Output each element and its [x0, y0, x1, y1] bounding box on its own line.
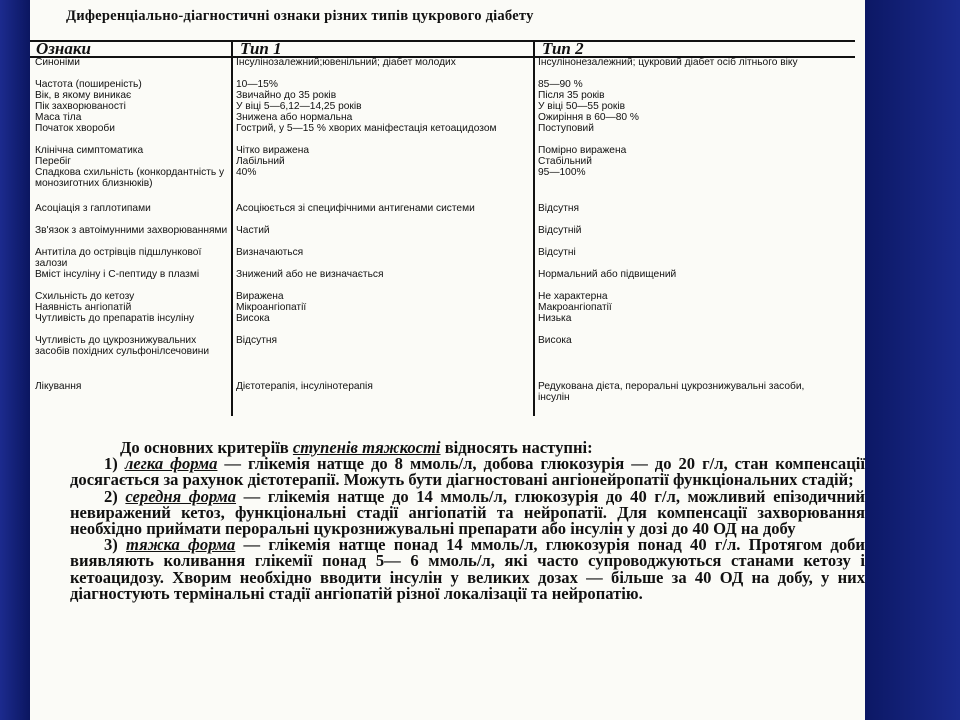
- type-2-cell: Нормальний або підвищений: [538, 269, 677, 280]
- type-1-cell: Мікроангіопатії: [236, 302, 307, 313]
- sign-cell: Наявність ангіопатій: [35, 302, 132, 313]
- type-2-cell: Не характерна: [538, 291, 608, 302]
- header-type-1: Тип 1: [240, 39, 282, 58]
- sign-cell: Частота (поширеність): [35, 79, 142, 90]
- sign-cell: Антитіла до острівців підшлункової залози: [35, 247, 202, 269]
- type-1-cell: 40%: [236, 167, 257, 178]
- type-1-cell: Виражена: [236, 291, 284, 302]
- type-2-cell: Після 35 років: [538, 90, 605, 101]
- sign-cell: Пік захворюваності: [35, 101, 126, 112]
- type-2-cell: Висока: [538, 335, 572, 346]
- criteria-item-moderate: 2) середня форма — глікемія натще до 14 ммоль/л, глюкозурія до 40 г/л, можливий епізодичний невиражений кетоз, функціональні стадії ангіопатій та нейропатії. Для компенсації захворювання необхідно приймати пероральні цукрознижувальні препарати або інсулін у дозі до 40 ОД на добу: [70, 486, 865, 539]
- severity-term: ступенів тяжкості: [292, 438, 441, 457]
- type-1-cell: Частий: [236, 225, 270, 236]
- sign-cell: Синоніми: [35, 57, 80, 68]
- type-2-cell: 95—100%: [538, 167, 586, 178]
- type-1-cell: Висока: [236, 313, 270, 324]
- sign-cell: Перебіг: [35, 156, 72, 167]
- sign-cell: Маса тіла: [35, 112, 82, 123]
- type-1-cell: Звичайно до 35 років: [236, 90, 337, 101]
- type-2-cell: Інсулінонезалежний; цукровий діабет осіб літнього віку: [538, 57, 798, 68]
- sign-cell: Чутливість до препаратів інсуліну: [35, 313, 195, 324]
- page-title: Диференціально-діагностичні ознаки різних типів цукрового діабету: [66, 8, 534, 24]
- type-2-cell: Відсутній: [538, 225, 582, 236]
- criteria-intro: До основних критеріїв ступенів тяжкості відносять наступні:: [120, 438, 593, 457]
- type-2-cell: Низька: [538, 313, 572, 324]
- type-1-cell: Дієтотерапія, інсулінотерапія: [236, 381, 373, 392]
- sign-cell: Початок хвороби: [35, 123, 115, 134]
- type-2-cell: Відсутні: [538, 247, 576, 258]
- type-2-cell: Стабільний: [538, 156, 592, 167]
- type-1-cell: Чітко виражена: [236, 145, 309, 156]
- type-2-cell: У віці 50—55 років: [538, 101, 626, 112]
- type-1-cell: Відсутня: [236, 335, 277, 346]
- type-1-cell: Визначаються: [236, 247, 304, 258]
- header-type-2: Тип 2: [542, 39, 584, 58]
- right-frame: [865, 0, 960, 720]
- mild-form-term: легка форма: [124, 454, 218, 474]
- sign-cell: Схильність до кетозу: [35, 291, 135, 302]
- severe-form-term: тяжка форма: [126, 535, 236, 555]
- table-top-border: [30, 40, 855, 42]
- type-1-cell: 10—15%: [236, 79, 278, 90]
- type-1-cell: Асоціюється зі специфічними антигенами системи: [236, 203, 475, 214]
- sign-cell: Асоціація з гаплотипами: [35, 203, 151, 214]
- type-2-cell: Редукована дієта, пероральні цукрознижувальні засоби, інсулін: [538, 381, 805, 403]
- left-frame: [0, 0, 30, 720]
- type-2-cell: Відсутня: [538, 203, 579, 214]
- document-page: [30, 0, 865, 720]
- type-1-cell: У віці 5—6,12—14,25 років: [236, 101, 362, 112]
- sign-cell: Чутливість до цукрознижувальних засобів похідних сульфонілсечовини: [35, 335, 210, 357]
- table-column-divider: [533, 42, 535, 416]
- comparison-table: [30, 36, 865, 420]
- severity-criteria: [70, 440, 865, 602]
- type-1-cell: Знижений або не визначається: [236, 269, 384, 280]
- header-signs: Ознаки: [36, 39, 91, 58]
- type-2-cell: Поступовий: [538, 123, 594, 134]
- sign-cell: Вік, в якому виникає: [35, 90, 132, 101]
- type-1-cell: Гострий, у 5—15 % хворих маніфестація кетоацидозом: [236, 123, 497, 134]
- criteria-item-mild: 1) легка форма — глікемія натще до 8 ммоль/л, добова глюкозурія — до 20 г/л, стан компенсації досягається за рахунок дієтотерапії. Можуть бути діагностовані ангіонейропатії функціональних стадій;: [70, 454, 865, 490]
- type-1-cell: Лабільний: [236, 156, 285, 167]
- sign-cell: Спадкова схильність (конкордантність у монозиготних близнюків): [35, 167, 225, 189]
- type-2-cell: Ожиріння в 60—80 %: [538, 112, 639, 123]
- type-2-cell: Помірно виражена: [538, 145, 627, 156]
- criteria-item-severe: 3) тяжка форма — глікемія натще понад 14 ммоль/л, глюкозурія понад 40 г/л. Протягом доби виявляють коливання глікемії понад 5— 6 ммоль/л, які часто супроводжуються станами кетозу і кетоацидозу. Хворим необхідно вводити інсулін у великих дозах — більше за 40 ОД на добу, у них діагностують термінальні стадії ангіопатій різної локалізації та нейропатію.: [70, 535, 865, 603]
- sign-cell: Вміст інсуліну і С-пептиду в плазмі: [35, 269, 200, 280]
- type-1-cell: Інсулінозалежний;ювенільний; діабет молодих: [236, 57, 456, 68]
- sign-cell: Лікування: [35, 381, 82, 392]
- sign-cell: Зв'язок з автоімунними захворюваннями: [35, 225, 228, 236]
- moderate-form-term: середня форма: [125, 486, 237, 506]
- type-1-cell: Знижена або нормальна: [236, 112, 353, 123]
- table-column-divider: [231, 42, 233, 416]
- sign-cell: Клінічна симптоматика: [35, 145, 144, 156]
- type-2-cell: Макроангіопатії: [538, 302, 612, 313]
- type-2-cell: 85—90 %: [538, 79, 583, 90]
